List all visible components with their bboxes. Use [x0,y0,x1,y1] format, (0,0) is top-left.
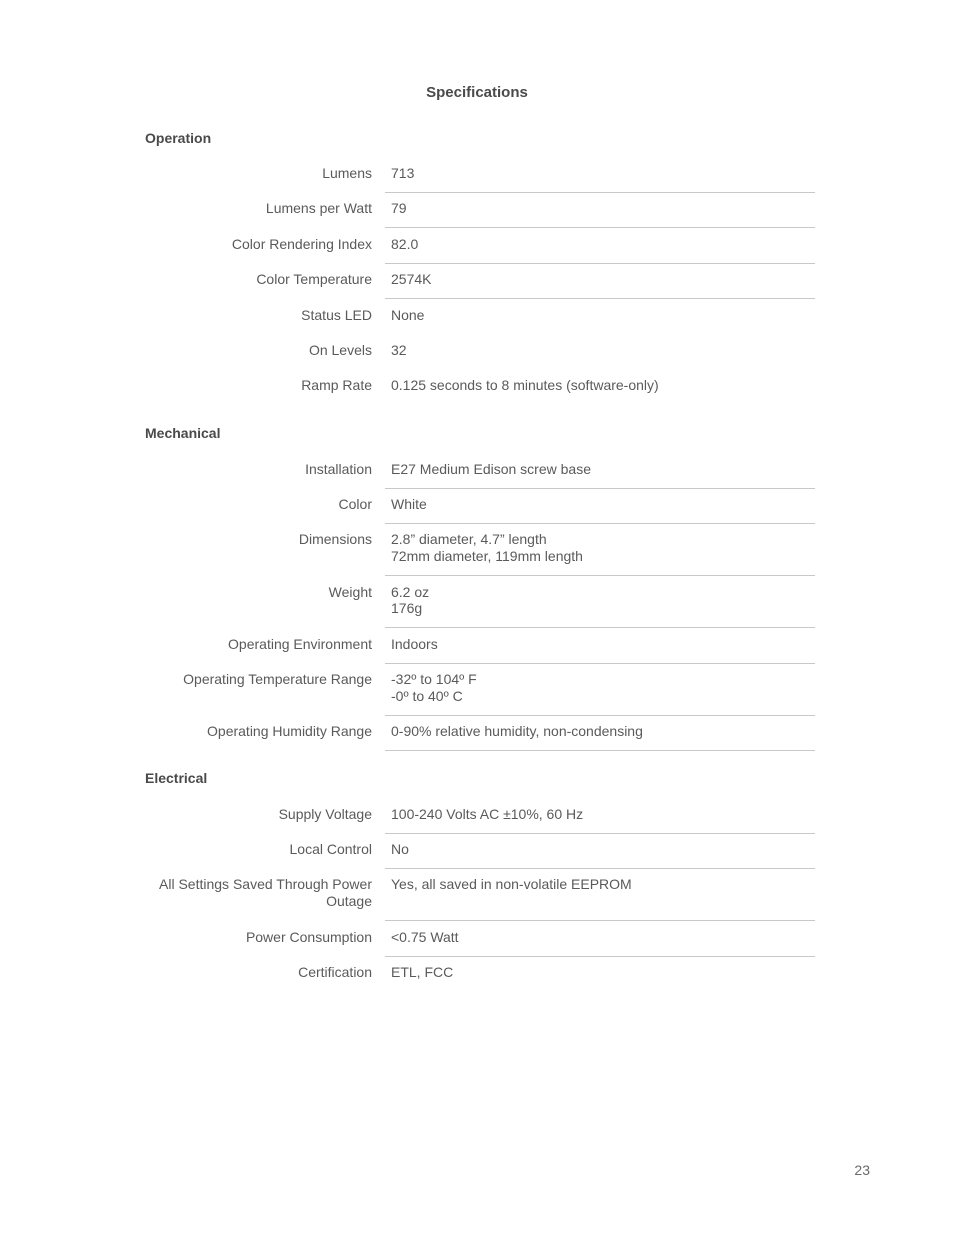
row-divider [385,920,815,921]
page-number: 23 [854,1162,870,1178]
row-divider [385,715,815,716]
page-title: Specifications [426,84,528,101]
spec-value: None [391,307,425,323]
spec-value: Yes, all saved in non-volatile EEPROM [391,876,632,892]
spec-value: No [391,841,409,857]
spec-value: 0-90% relative humidity, non-condensing [391,723,643,739]
spec-value: <0.75 Watt [391,929,459,945]
spec-value: 713 [391,165,415,181]
spec-label: Ramp Rate [301,377,372,393]
spec-label: Operating Temperature Range [183,671,372,687]
spec-label: Installation [305,461,372,477]
spec-value: -32º to 104º F [391,671,477,687]
spec-label: Local Control [289,841,372,857]
row-divider [385,833,815,834]
spec-value: Indoors [391,636,438,652]
section-heading: Operation [145,130,212,146]
row-divider [385,523,815,524]
row-divider [385,298,815,299]
spec-label: Weight [328,584,372,600]
row-divider [385,750,815,751]
spec-label: Supply Voltage [278,806,372,822]
spec-value: 2574K [391,271,432,287]
row-divider [385,227,815,228]
row-divider [385,627,815,628]
row-divider [385,956,815,957]
spec-label: Lumens per Watt [265,200,372,216]
spec-label: Power Consumption [245,929,372,945]
spec-value: 100-240 Volts AC ±10%, 60 Hz [391,806,584,822]
spec-value: White [391,496,427,512]
row-divider [385,575,815,576]
spec-label: Operating Humidity Range [207,723,372,739]
spec-label: On Levels [308,342,372,358]
spec-label: Status LED [301,307,372,323]
row-divider [385,192,815,193]
spec-label: Color Rendering Index [231,236,372,252]
spec-value: ETL, FCC [391,964,454,980]
section-heading: Mechanical [145,425,221,441]
section-heading: Electrical [145,770,208,786]
spec-label: Dimensions [298,531,372,547]
spec-label: All Settings Saved Through Power Outage [159,876,372,909]
spec-label: Certification [298,964,372,980]
spec-value: 176g [391,600,423,616]
spec-value: 6.2 oz [391,584,430,600]
spec-value: 82.0 [391,236,419,252]
spec-value: 0.125 seconds to 8 minutes (software-only) [391,377,659,393]
row-divider [385,488,815,489]
spec-label: Lumens [322,165,372,181]
spec-value: 72mm diameter, 119mm length [391,548,583,564]
spec-label: Color Temperature [256,271,372,287]
spec-label: Operating Environment [228,636,372,652]
row-divider [385,868,815,869]
row-divider [385,263,815,264]
spec-value: 32 [391,342,407,358]
spec-label: Color [338,496,372,512]
spec-value: E27 Medium Edison screw base [391,461,591,477]
spec-value: -0º to 40º C [391,688,463,704]
spec-value: 2.8” diameter, 4.7” length [391,531,547,547]
spec-value: 79 [391,200,407,216]
row-divider [385,663,815,664]
